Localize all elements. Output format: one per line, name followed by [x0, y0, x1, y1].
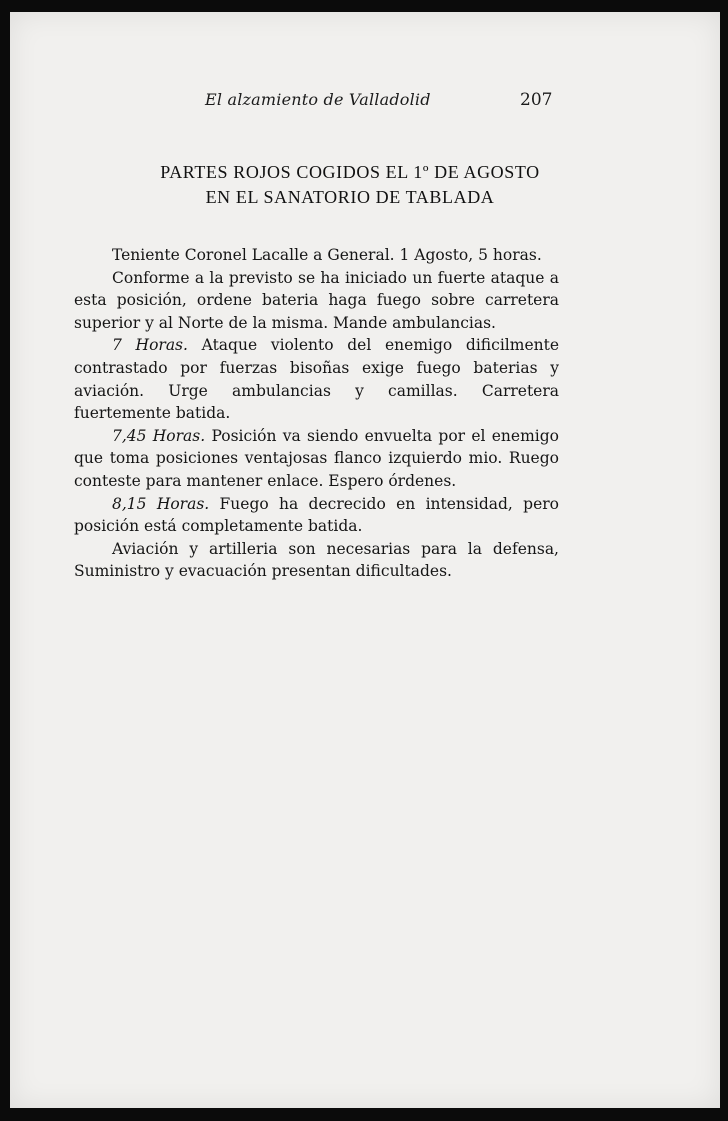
section-title — [70, 160, 630, 210]
time-label: 7,45 Horas. — [112, 426, 206, 445]
body-text — [74, 244, 559, 583]
page-number: 207 — [520, 90, 553, 110]
paragraph-text: Fuego ha decrecido en intensidad, pero posición está completamente batida. — [74, 494, 559, 536]
paragraph-text: Posición va siendo envuelta por el enemigo que toma posiciones ventajosas flanco izquierdo mio. Ruego conteste para mantener enlace. Espero órdenes. — [74, 426, 559, 490]
paragraph-text: Ataque violento del enemigo dificilmente contrastado por fuerzas bisoñas exige fuego baterias y aviación. Urge ambulancias y camillas. Carretera fuertemente batida. — [74, 336, 560, 423]
title-line-1: PARTES ROJOS COGIDOS EL 1º DE AGOSTO — [160, 162, 540, 182]
time-label: 8,15 Horas. — [112, 494, 210, 513]
paragraph-3 — [74, 425, 559, 493]
paragraph-1: Conforme a la previsto se ha iniciado un fuerte ataque a esta posición, ordene bateria haga fuego sobre carretera superior y al Norte de la misma. Mande ambulancias. — [74, 268, 559, 332]
title-line-2: EN EL SANATORIO DE TABLADA — [205, 187, 495, 207]
paragraph-4 — [74, 493, 559, 538]
time-label: 7 Horas. — [112, 336, 188, 355]
paragraph-2 — [74, 334, 559, 424]
paragraph-5: Aviación y artilleria son necesarias para la defensa, Suministro y evacuación presentan dificultades. — [74, 539, 559, 581]
page — [10, 12, 720, 1108]
running-head: El alzamiento de Valladolid — [205, 90, 431, 109]
message-header: Teniente Coronel Lacalle a General. 1 Agosto, 5 horas. — [112, 246, 542, 264]
